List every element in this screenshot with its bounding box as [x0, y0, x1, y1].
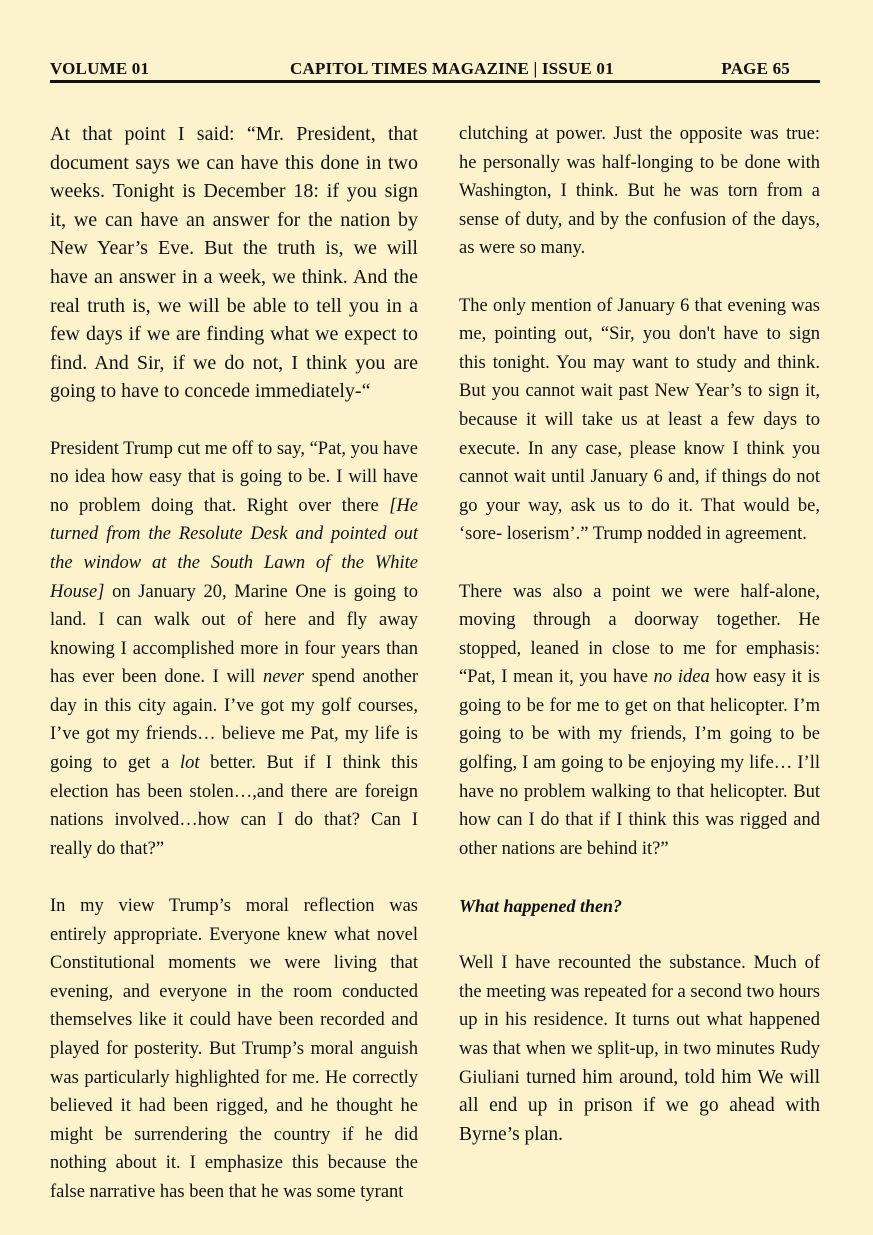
paragraph: At that point I said: “Mr. President, that document says we can have this done in two weeks. Tonight is December 18: if you sign it, we can have an answer for the nation by New Year’s Eve. But the truth is, we will have an answer in a week, we think. And the real truth is, we will be able to tell you in a few days if we are finding what we expect to find. And Sir, if we do not, I think you are going to have to concede immediately-“: [50, 123, 418, 403]
italic-text: lot: [179, 753, 200, 774]
text-run: President Trump cut me off to say, “Pat, you have no idea how easy that is going to be. I will have no problem doing that. Right over there: [50, 438, 418, 516]
italic-text: [He turned from the Resolute Desk and pointed out the window at the South Lawn of the White House]: [50, 495, 418, 602]
section-subheading: What happened then?: [459, 896, 623, 917]
text-run: better. But if I think this election has been stolen…,and there are foreign nations involved…how can I do that? Can I really do that?”: [50, 753, 419, 859]
header-rule: [50, 80, 820, 83]
text-run: spend another day in this city again. I’ve got my golf courses, I’ve got my friends… believe me Pat, my life is going to get a: [50, 667, 418, 774]
paragraph: clutching at power. Just the opposite was true: he personally was half-longing to be done with Washington, I think. But he was torn from a sense of duty, and by the confusion of the days, as were so many.: [459, 124, 820, 259]
text-run: how easy it is going to be for me to get on that helicopter. I’m going to be with my friends, I’m going to be golfing, I am going to be enjoying my life… I’ll have no problem walking to that helicopter. But how can I do that if I think this was rigged and other nations are behind it?”: [459, 667, 820, 859]
paragraph: In my view Trump’s moral reflection was entirely appropriate. Everyone knew what novel Constitutional moments we were living that evening, and everyone in the room conducted themselves like it could have been recorded and played for posterity. But Trump’s moral anguish was particularly highlighted for me. He correctly believed it had been rigged, and he thought he might be surrendering the country if he did nothing about it. I emphasize this because the false narrative has been that he was some tyrant: [50, 896, 418, 1202]
magazine-issue-label: CAPITOL TIMES MAGAZINE | ISSUE 01: [290, 59, 614, 78]
paragraph: [459, 949, 820, 1149]
text-run: turned him around, told him We will all end up in prison if we go ahead with Byrne’s plan.: [459, 1066, 820, 1145]
text-run: on January 20, Marine One is going to land. I can walk out of here and fly away knowing I accomplished more in four years than has ever been done. I will: [50, 581, 418, 688]
paragraph: [459, 578, 820, 864]
left-column: [50, 120, 418, 1235]
page-number: PAGE 65: [721, 59, 790, 78]
italic-text: never: [262, 667, 305, 688]
italic-text: no idea: [653, 667, 710, 688]
right-column: [459, 120, 820, 1178]
paragraph: [50, 435, 418, 864]
page-header: [50, 59, 820, 81]
volume-label: VOLUME 01: [50, 59, 150, 78]
paragraph: The only mention of January 6 that evening was me, pointing out, “Sir, you don't have to sign this tonight. You may want to study and think. But you cannot wait past New Year’s to sign it, because it will take us at least a few days to execute. In any case, please know I think you cannot wait until January 6 and, if things do not go your way, ask us to do it. That would be, ‘sore- loserism’.” Trump nodded in agreement.: [459, 295, 820, 545]
text-run: Well I have recounted the substance. Much of the meeting was repeated for a second two hours up in his residence. It turns out what happened was that when we split-up, in two minutes Rudy Giuliani: [459, 953, 820, 1088]
text-run: There was also a point we were half-alone, moving through a doorway together. He stopped, leaned in close to me for emphasis: “Pat, I mean it, you have: [459, 581, 820, 688]
